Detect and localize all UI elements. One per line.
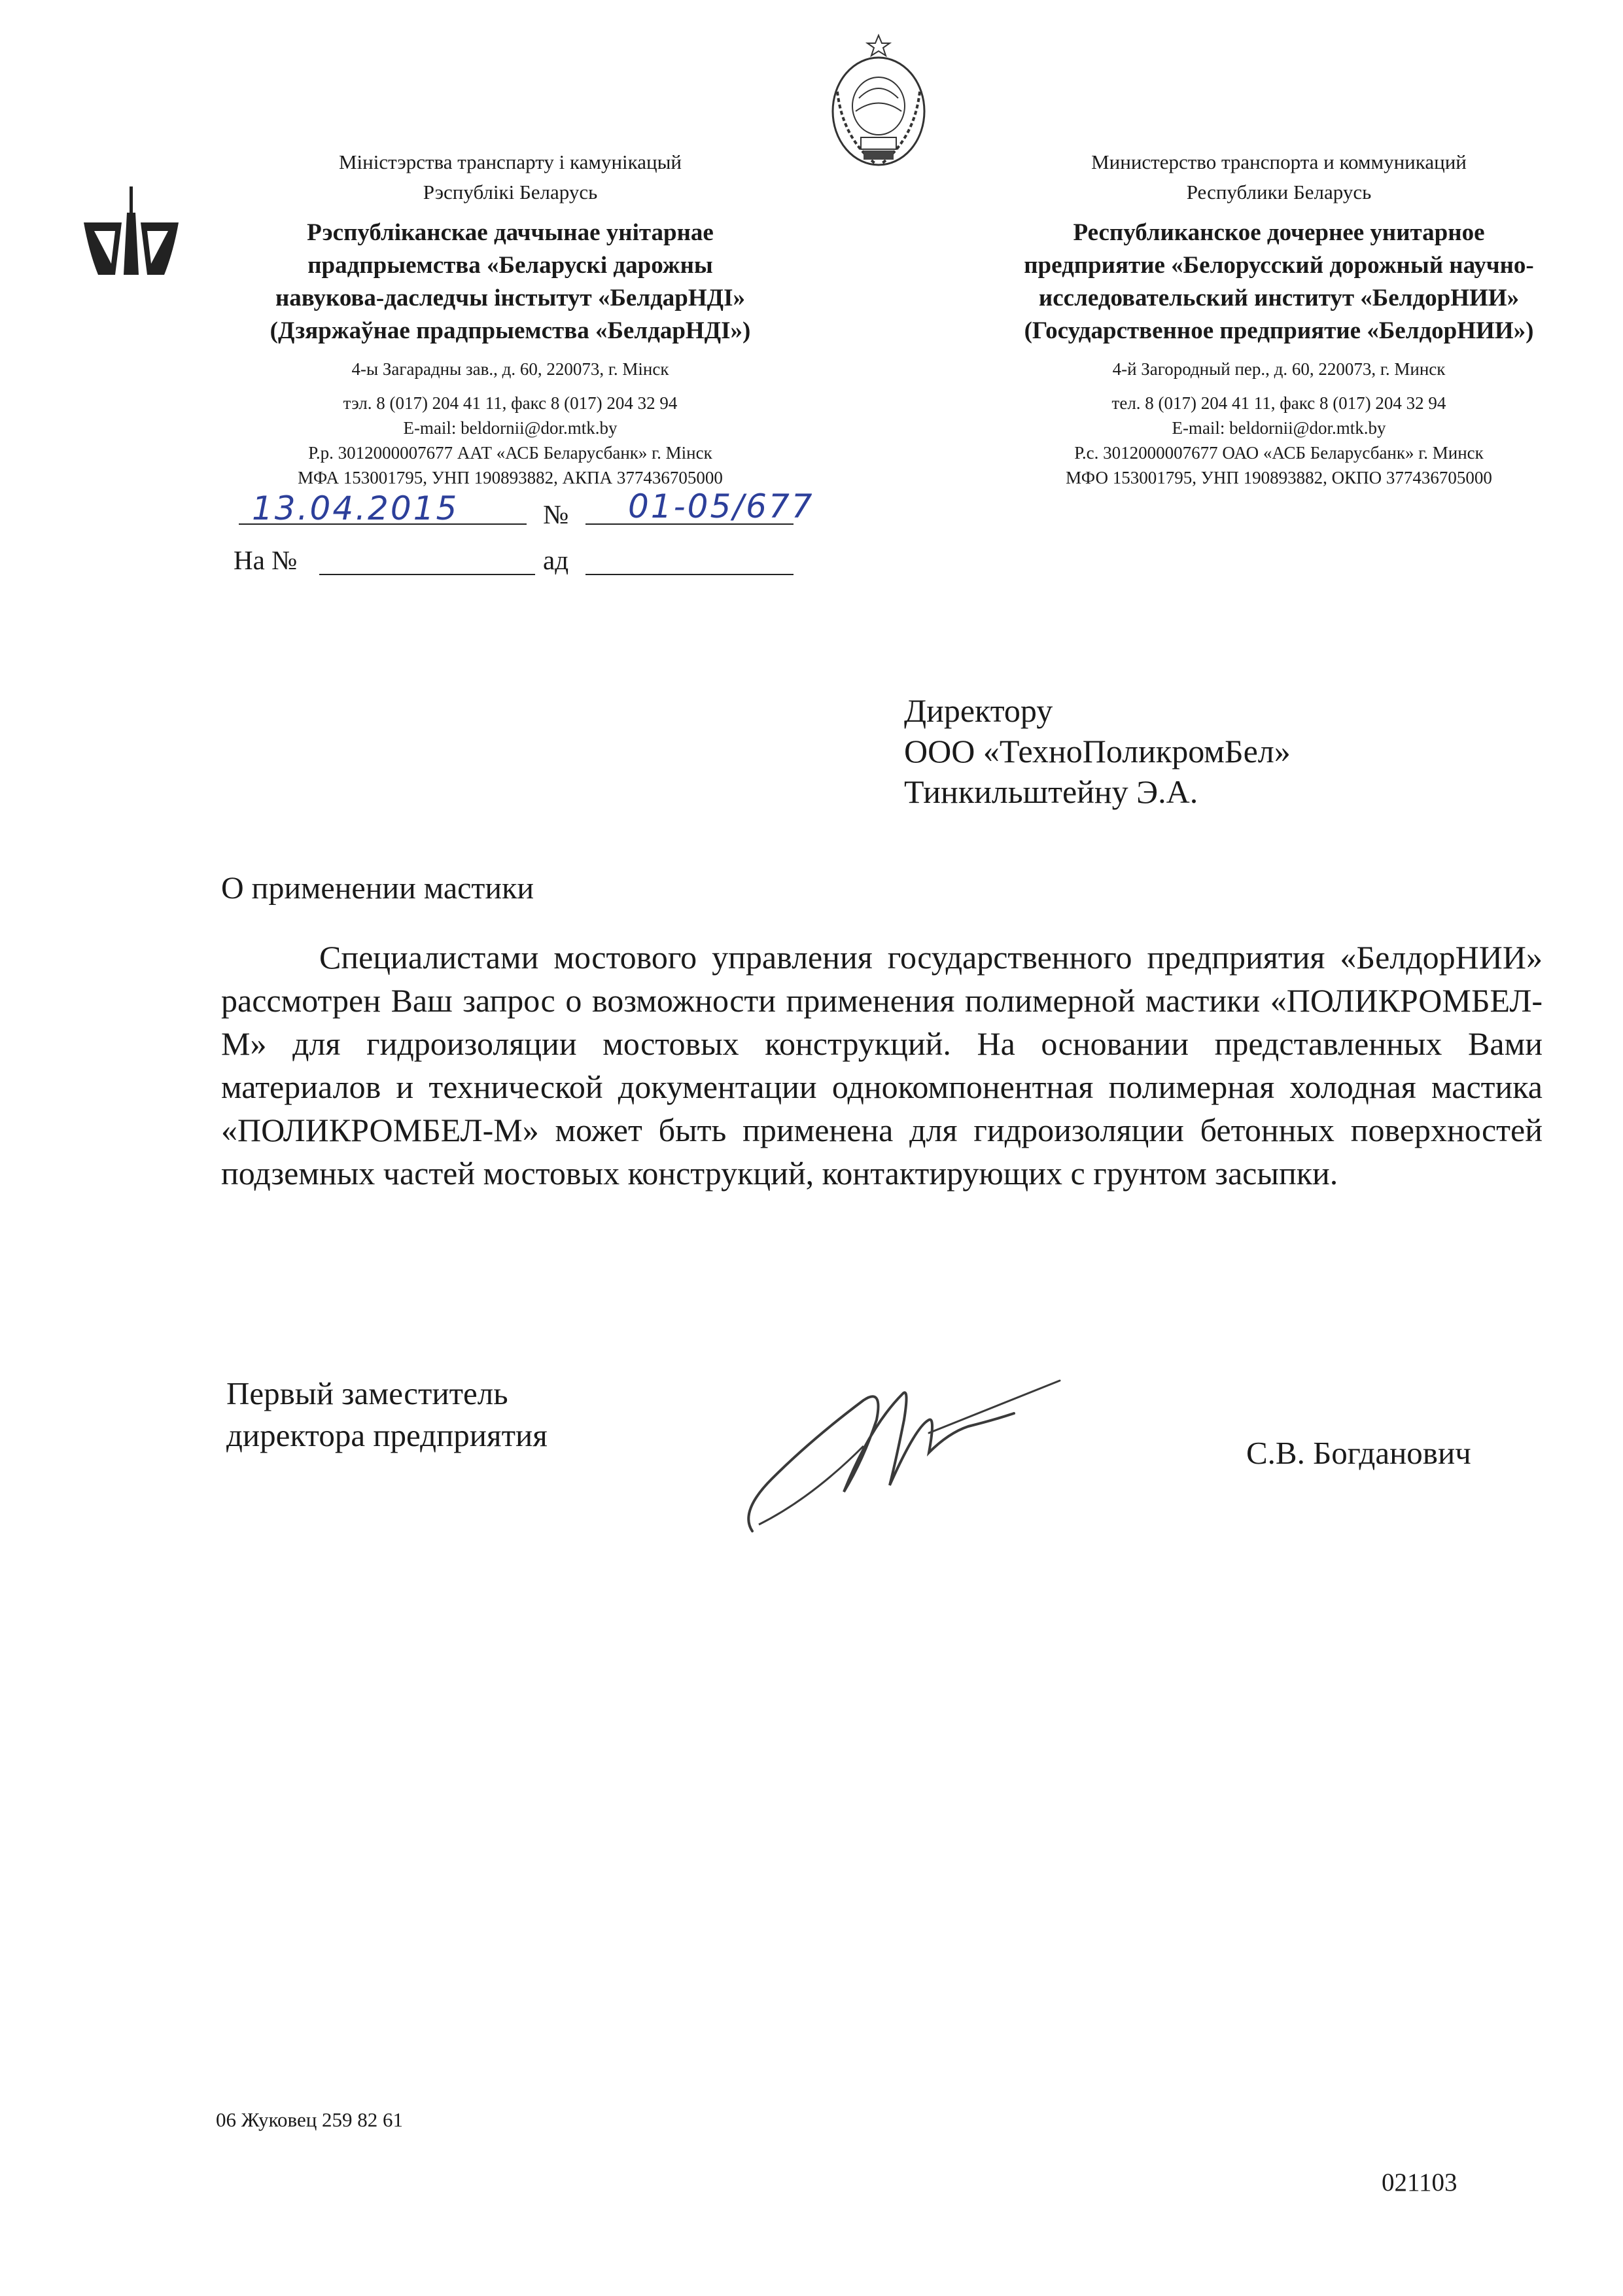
handwritten-number: 01-05/677 — [628, 487, 814, 525]
org-name-line: исследовательский институт «БелдорНИИ» — [1038, 285, 1520, 311]
letter-body: Специалистами мостового управления государственного предприятия «БелдорНИИ» рассмотрен Ваш запрос о возможности применения полимерной мастики «ПОЛИКРОМБЕЛ-М» для гидроизоляции мостовых конструкций. На основании представленных Вами материалов и технической документации однокомпонентная полимерная холодная мастика «ПОЛИКРОМБЕЛ-М» может быть применена для гидроизоляции бетонных поверхностей подземных частей мостовых конструкций, контактирующих с грунтом засыпки. — [221, 939, 1543, 1192]
org-phone: тэл. 8 (017) 204 41 11, факс 8 (017) 204 32 94 — [343, 393, 678, 413]
addressee — [904, 690, 1291, 812]
org-codes: МФА 153001795, УНП 190893882, АКПА 377436705000 — [298, 468, 723, 487]
org-bank: Р.с. 3012000007677 ОАО «АСБ Беларусбанк» г. Минск — [1074, 443, 1484, 463]
state-emblem — [829, 33, 928, 170]
ministry-line: Рэспублікі Беларусь — [423, 181, 598, 203]
signatory-title-line: Первый заместитель — [226, 1375, 508, 1411]
org-name-line: (Дзяржаўнае прадпрыемства «БелдарНДІ») — [270, 317, 751, 344]
letter-subject: О применении мастики — [221, 871, 534, 906]
org-name-line: Рэспубліканскае даччынае унітарнае — [307, 219, 714, 246]
org-email: E-mail: beldornii@dor.mtk.by — [403, 418, 618, 438]
ministry-line: Республики Беларусь — [1186, 181, 1372, 203]
header-right-russian — [949, 147, 1609, 490]
org-name-line: предприятие «Белорусский дорожный научно- — [1024, 252, 1534, 279]
executor-info: 06 Жуковец 259 82 61 — [216, 2108, 404, 2131]
reply-date-underline — [585, 574, 794, 575]
org-address: 4-ы Загарадны зав., д. 60, 220073, г. Мінск — [351, 359, 669, 379]
org-name-line: навукова-даследчы інстытут «БелдарНДІ» — [275, 285, 746, 311]
reply-date-label: ад — [543, 545, 569, 575]
org-codes: МФО 153001795, УНП 190893882, ОКПО 377436705000 — [1066, 468, 1492, 487]
org-address: 4-й Загородный пер., д. 60, 220073, г. Минск — [1112, 359, 1446, 379]
addressee-position: Директору — [904, 692, 1053, 729]
reply-number-label: На № — [234, 545, 298, 575]
signatory-name: С.В. Богданович — [1246, 1435, 1471, 1471]
header-left-belarusian — [216, 147, 805, 490]
form-number: 021103 — [1382, 2168, 1457, 2197]
org-name-line: (Государственное предприятие «БелдорНИИ») — [1024, 317, 1534, 344]
org-bank: Р.р. 3012000007677 ААТ «АСБ Беларусбанк» г. Мінск — [308, 443, 712, 463]
reply-number-underline — [319, 574, 535, 575]
signatory-title-line: директора предприятия — [226, 1417, 548, 1453]
addressee-company: ООО «ТехноПоликромБел» — [904, 733, 1291, 769]
number-sign: № — [543, 499, 569, 529]
addressee-name: Тинкильштейну Э.А. — [904, 773, 1198, 810]
handwritten-signature — [733, 1348, 1073, 1544]
signatory-title — [226, 1373, 548, 1457]
org-phone: тел. 8 (017) 204 41 11, факс 8 (017) 204 32 94 — [1111, 393, 1446, 413]
org-name-line: прадпрыемства «Беларускі дарожны — [307, 252, 713, 279]
org-name-line: Республиканское дочернее унитарное — [1073, 219, 1485, 246]
ministry-line: Міністэрства транспарту і камунікацый — [338, 150, 682, 173]
ministry-line: Министерство транспорта и коммуникаций — [1091, 150, 1467, 173]
institute-logo — [84, 186, 179, 275]
org-email: E-mail: beldornii@dor.mtk.by — [1172, 418, 1386, 438]
handwritten-date: 13.04.2015 — [252, 489, 459, 527]
